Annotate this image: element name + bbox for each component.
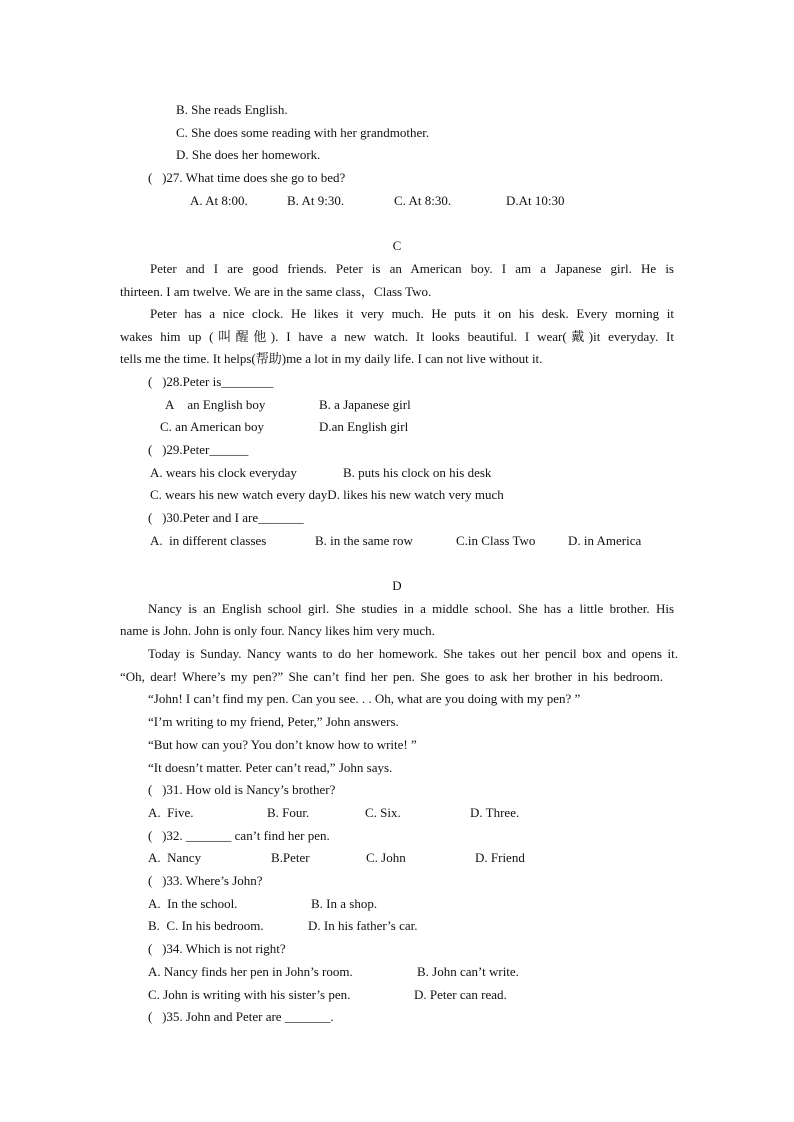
passage-c-p2-line3: tells me the time. It helps(帮助)me a lot in my daily life. I can not live without it. xyxy=(120,351,543,366)
q26-option-d: D. She does her homework. xyxy=(176,147,321,162)
passage-d-p2-line1: Today is Sunday. Nancy wants to do her homework. She takes out her pencil box and opens it. xyxy=(148,646,678,661)
q31-option-c: C. Six. xyxy=(365,805,401,820)
q28-option-a: A an English boy xyxy=(165,397,266,412)
q31-option-d: D. Three. xyxy=(470,805,520,820)
q28-option-d: D.an English girl xyxy=(319,419,409,434)
q29-option-cd: C. wears his new watch every dayD. likes his new watch very much xyxy=(150,487,504,502)
passage-c-p1-line2: thirteen. I am twelve. We are in the same class，Class Two. xyxy=(120,284,432,299)
q27-option-a: A. At 8:00. xyxy=(190,193,248,208)
q33-option-c: B. C. In his bedroom. xyxy=(148,918,264,933)
passage-d-p1-line2: name is John. John is only four. Nancy likes him very much. xyxy=(120,623,435,638)
q31-option-a: A. Five. xyxy=(148,805,194,820)
q34-option-c: C. John is writing with his sister’s pen. xyxy=(148,987,351,1002)
q27-option-d: D.At 10:30 xyxy=(506,193,565,208)
q34-option-d: D. Peter can read. xyxy=(414,987,507,1002)
q31-option-b: B. Four. xyxy=(267,805,310,820)
q30-option-d: D. in America xyxy=(568,533,642,548)
q32-option-b: B.Peter xyxy=(271,850,310,865)
passage-d-p4: “I’m writing to my friend, Peter,” John answers. xyxy=(148,714,399,729)
q29-stem: ( )29.Peter______ xyxy=(148,442,249,457)
q31-stem: ( )31. How old is Nancy’s brother? xyxy=(148,782,336,797)
q33-stem: ( )33. Where’s John? xyxy=(148,873,263,888)
q32-option-d: D. Friend xyxy=(475,850,525,865)
passage-c-p1-line1: Peter and I are good friends. Peter is an American boy. I am a Japanese girl. He is xyxy=(150,261,674,276)
q32-stem: ( )32. _______ can’t find her pen. xyxy=(148,828,330,843)
q28-option-c: C. an American boy xyxy=(160,419,264,434)
q34-stem: ( )34. Which is not right? xyxy=(148,941,286,956)
q26-option-c: C. She does some reading with her grandmother. xyxy=(176,125,430,140)
q27-option-c: C. At 8:30. xyxy=(394,193,452,208)
q34-option-a: A. Nancy finds her pen in John’s room. xyxy=(148,964,353,979)
passage-d-p5: “But how can you? You don’t know how to write! ” xyxy=(148,737,417,752)
q33-option-b: B. In a shop. xyxy=(311,896,378,911)
q29-option-b: B. puts his clock on his desk xyxy=(343,465,492,480)
q27-option-b: B. At 9:30. xyxy=(287,193,345,208)
q33-option-d: D. In his father’s car. xyxy=(308,918,418,933)
q26-option-b: B. She reads English. xyxy=(176,102,288,117)
passage-d-p2-line2: “Oh, dear! Where’s my pen?” She can’t find her pen. She goes to ask her brother in his bedroom. xyxy=(120,669,663,684)
q32-option-a: A. Nancy xyxy=(148,850,202,865)
passage-c-p2-line2: wakes him up (叫醒他). I have a new watch. It looks beautiful. I wear(戴)it everyday. It xyxy=(120,329,674,344)
passage-d-p6: “It doesn’t matter. Peter can’t read,” John says. xyxy=(148,760,393,775)
q27-stem: ( )27. What time does she go to bed? xyxy=(148,170,346,185)
q28-stem: ( )28.Peter is________ xyxy=(148,374,274,389)
q34-option-b: B. John can’t write. xyxy=(417,964,519,979)
section-c-heading: C xyxy=(392,238,402,253)
passage-c-p2-line1: Peter has a nice clock. He likes it very much. He puts it on his desk. Every morning it xyxy=(150,306,674,321)
passage-d-p3: “John! I can’t find my pen. Can you see. . . Oh, what are you doing with my pen? ” xyxy=(148,691,581,706)
passage-d-p1-line1: Nancy is an English school girl. She studies in a middle school. She has a little brother. His xyxy=(148,601,674,616)
section-d-heading: D xyxy=(392,578,402,593)
q35-stem: ( )35. John and Peter are _______. xyxy=(148,1009,334,1024)
q29-option-a: A. wears his clock everyday xyxy=(150,465,297,480)
q33-option-a: A. In the school. xyxy=(148,896,238,911)
q28-option-b: B. a Japanese girl xyxy=(319,397,411,412)
q32-option-c: C. John xyxy=(366,850,406,865)
q30-stem: ( )30.Peter and I are_______ xyxy=(148,510,304,525)
q30-option-a: A. in different classes xyxy=(150,533,267,548)
q30-option-b: B. in the same row xyxy=(315,533,413,548)
q30-option-c: C.in Class Two xyxy=(456,533,536,548)
